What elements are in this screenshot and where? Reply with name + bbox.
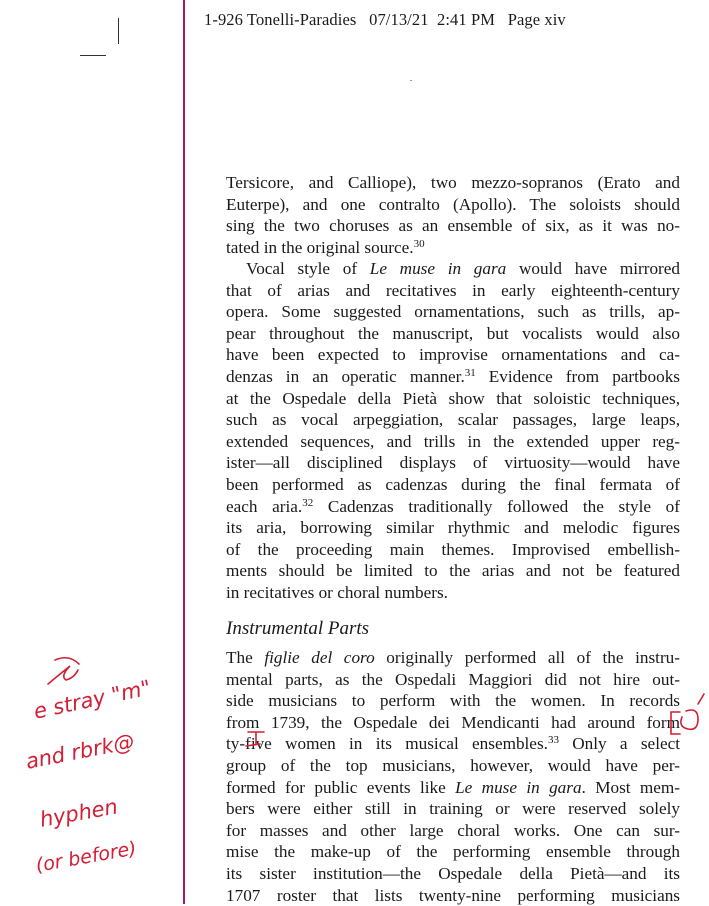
page-header: 1-926 Tonelli-Paradies 07/13/21 2:41 PM Page xiv <box>204 10 566 29</box>
text-line: its aria, borrowing similar rhythmic and melodic figures <box>226 518 680 538</box>
footnote-ref: 33 <box>547 734 559 747</box>
text-line: for masses and other large choral works. One can sur- <box>226 820 680 840</box>
text-line: extended sequences, and trills in the extended upper reg- <box>226 431 680 451</box>
annotation-line: e stray "m" <box>31 675 154 724</box>
text-line: bers were either still in training or were reserved solely <box>226 799 680 819</box>
text-line: at the Ospedale della Pietà show that soloistic techniques, <box>226 388 680 408</box>
footnote-ref: 31 <box>464 366 476 379</box>
text-line: mental parts, as the Ospedali Maggiori did not hire out- <box>226 669 680 689</box>
text-line: of the proceeding main themes. Improvised embellish- <box>226 539 680 559</box>
text-line: pear throughout the manuscript, but vocalists would also <box>226 323 680 343</box>
crop-mark-horizontal <box>80 55 106 56</box>
delete-mark <box>681 694 704 729</box>
paragraph-3 <box>226 647 680 906</box>
text-line: such as vocal arpeggiation, scalar passages, large leaps, <box>226 410 680 430</box>
text-line: side musicians to perform with the women. In records <box>226 691 680 711</box>
text-line: ister—all disciplined displays of virtuosity—would have <box>226 453 680 473</box>
text-line: opera. Some suggested ornamentations, such as trills, ap- <box>226 302 680 322</box>
text-line: have been expected to improvise ornamentations and ca- <box>226 345 680 365</box>
section-heading: Instrumental Parts <box>226 618 370 639</box>
text-line: from 1739, the Ospedale dei Mendicanti had around form <box>226 712 680 732</box>
footnote-ref: 30 <box>413 237 425 250</box>
annotation-line: (or before) <box>34 837 139 877</box>
margin-rule <box>183 0 185 904</box>
annotation-line: and rbrk@ <box>23 729 137 774</box>
text-line: group of the top musicians, however, would have per- <box>226 755 680 775</box>
scan-speck <box>410 80 412 81</box>
delete-mark <box>48 658 79 684</box>
text-line: denzas in an operatic manner.$^{31}$ Evidence from partbooks <box>226 366 680 386</box>
text-line: its sister institution—the Ospedale della Pietà—and its <box>226 863 680 883</box>
text-line: sing the two choruses as an ensemble of six, as it was no- <box>226 216 680 236</box>
crop-mark-vertical <box>118 18 119 44</box>
paragraph-2 <box>226 258 680 604</box>
text-line: ments should be limited to the arias and not be featured <box>226 561 680 581</box>
text-line: each aria.$^{32}$ Cadenzas traditionally followed the style of <box>226 496 680 516</box>
text-line: The figlie del coro originally performed all of the instru- <box>226 648 680 667</box>
text-line: in recitatives or choral numbers. <box>226 582 448 602</box>
annotation-line: hyphen <box>37 794 120 832</box>
footnote-ref: 32 <box>302 496 314 509</box>
text-line: that of arias and recitatives in early eighteenth-century <box>226 280 680 300</box>
text-line: tated in the original source.$^{30}$ <box>226 237 425 257</box>
text-line: been performed as cadenzas during the final fermata of <box>226 474 680 494</box>
text-line: 1707 roster that lists twenty-nine performing musicians <box>226 885 680 905</box>
text-line: formed for public events like Le muse in gara. Most mem- <box>226 777 680 797</box>
text-line: Vocal style of Le muse in gara would have mirrored <box>246 259 680 278</box>
text-line: mise the make-up of the performing ensemble through <box>226 842 680 862</box>
paragraph-1 <box>226 172 680 258</box>
text-line: Euterpe), and one contralto (Apollo). The soloists should <box>226 194 680 214</box>
text-line: ty-five women in its musical ensembles.$^{33}$ Only a select <box>226 734 680 754</box>
text-line: Tersicore, and Calliope), two mezzo-sopranos (Erato and <box>226 173 680 192</box>
